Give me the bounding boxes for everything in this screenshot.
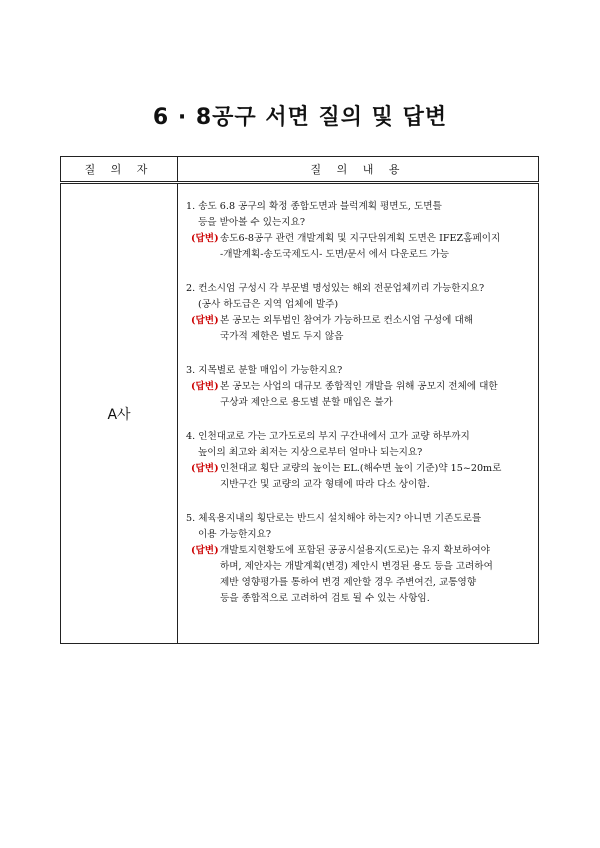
answer-tag: (답변) xyxy=(191,315,219,326)
answer-line: 지반구간 및 교량의 교각 형태에 따라 다소 상이함. xyxy=(220,479,430,490)
question-line: 1. 송도 6.8 공구의 확정 종합도면과 블럭계획 평면도, 도면틀 xyxy=(186,201,442,212)
answer-line: 국가적 제한은 별도 두지 않음 xyxy=(220,331,344,342)
answer-line: 본 공모는 사업의 대규모 종합적인 개발을 위해 공모지 전체에 대한 xyxy=(220,381,498,392)
question-line: 2. 컨소시엄 구성시 각 부문별 명성있는 해외 전문업체끼리 가능한지요? xyxy=(186,283,485,294)
answer-line: 등을 종합적으로 고려하여 검토 될 수 있는 사항임. xyxy=(220,593,430,604)
qa-item-2 xyxy=(186,281,530,345)
answer-tag: (답변) xyxy=(191,545,219,556)
answer-block xyxy=(186,543,530,559)
header-asker: 질 의 자 xyxy=(61,157,178,183)
answer-block xyxy=(186,313,530,329)
question-line: 3. 지목별로 분할 매입이 가능한지요? xyxy=(186,365,343,376)
question-line: 5. 체육용지내의 횡단로는 반드시 설치해야 하는지? 아니면 기존도로를 xyxy=(186,513,482,524)
asker-name: A사 xyxy=(61,183,178,644)
qa-item-5 xyxy=(186,511,530,607)
qa-item-3 xyxy=(186,363,530,411)
qa-content xyxy=(178,183,539,644)
table-row xyxy=(61,183,539,644)
answer-tag: (답변) xyxy=(191,463,219,474)
qa-item-4 xyxy=(186,429,530,493)
answer-line: 인천대교 횡단 교량의 높이는 EL.(해수면 높이 기준)약 15~20m로 xyxy=(220,463,502,474)
answer-block xyxy=(186,231,530,247)
question-line: 높이의 최고와 최저는 지상으로부터 얼마나 되는지요? xyxy=(198,447,423,458)
answer-line: 송도6-8공구 관련 개발계획 및 지구단위계획 도면은 IFEZ홈페이지 xyxy=(220,233,501,244)
answer-line: 구상과 제안으로 용도별 분할 매입은 불가 xyxy=(220,397,393,408)
answer-tag: (답변) xyxy=(191,381,219,392)
qa-table xyxy=(60,156,539,644)
page-title: 6 · 8공구 서면 질의 및 답변 xyxy=(152,105,448,130)
answer-line: 본 공모는 외투법인 참여가 가능하므로 컨소시엄 구성에 대해 xyxy=(220,315,474,326)
answer-tag: (답변) xyxy=(191,233,219,244)
answer-block xyxy=(186,379,530,395)
question-line: 이용 가능한지요? xyxy=(198,529,272,540)
answer-line: 하며, 제안자는 개발계획(변경) 제안시 변경된 용도 등을 고려하여 xyxy=(220,561,493,572)
answer-line: -개발계획-송도국제도시- 도면/문서 에서 다운로드 가능 xyxy=(220,249,450,260)
question-line: 등을 받아볼 수 있는지요? xyxy=(198,217,305,228)
header-content: 질 의 내 용 xyxy=(178,157,539,183)
question-line: (공사 하도급은 지역 업체에 발주) xyxy=(198,299,339,310)
question-line: 4. 인천대교로 가는 고가도로의 부지 구간내에서 고가 교량 하부까지 xyxy=(186,431,470,442)
answer-line: 개발토지현황도에 포함된 공공시설용지(도로)는 유지 확보하여야 xyxy=(220,545,490,556)
table-header-row xyxy=(61,157,539,183)
answer-line: 제반 영향평가를 통하여 변경 제안할 경우 주변여건, 교통영향 xyxy=(220,577,477,588)
answer-block xyxy=(186,461,530,477)
qa-item-1 xyxy=(186,199,530,263)
